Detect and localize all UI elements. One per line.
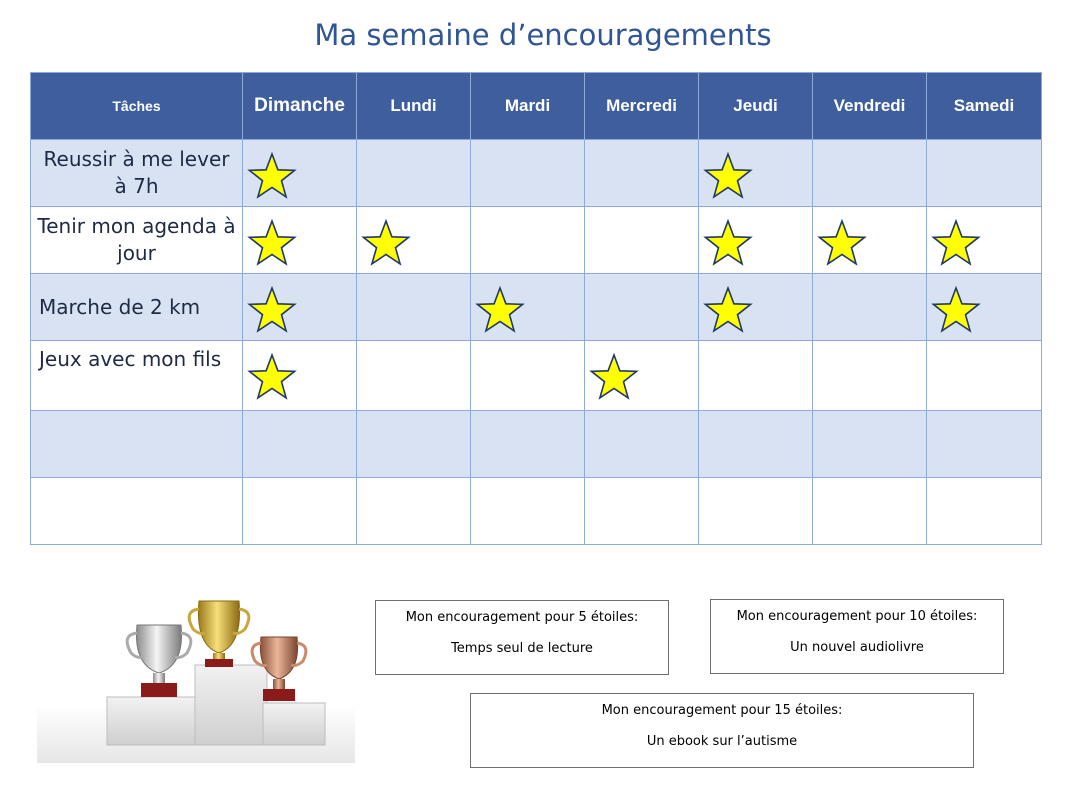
day-cell-samedi — [927, 274, 1042, 341]
table-row — [31, 207, 1042, 274]
day-cell-mardi — [471, 411, 585, 478]
star-icon — [247, 352, 297, 402]
star-icon — [703, 151, 753, 201]
reward-heading: Mon encouragement pour 5 étoiles: — [405, 610, 639, 625]
day-cell-jeudi — [699, 411, 813, 478]
task-cell: Marche de 2 km — [31, 274, 243, 341]
day-cell-mardi — [471, 207, 585, 274]
reward-heading: Mon encouragement pour 15 étoiles: — [601, 703, 843, 718]
task-cell: Jeux avec mon fils — [31, 341, 243, 411]
day-cell-vendredi — [813, 207, 927, 274]
day-cell-lundi — [357, 478, 471, 545]
day-cell-dimanche — [243, 341, 357, 411]
trophy-podium-illustration — [37, 585, 355, 763]
table-row — [31, 478, 1042, 545]
star-icon — [361, 218, 411, 268]
header-lundi: Lundi — [357, 73, 471, 140]
star-icon — [247, 218, 297, 268]
day-cell-samedi — [927, 207, 1042, 274]
day-cell-dimanche — [243, 140, 357, 207]
reward-box-15-stars — [470, 693, 974, 768]
task-cell: Reussir à me lever à 7h — [31, 140, 243, 207]
header-taches: Tâches — [31, 73, 243, 140]
day-cell-mercredi — [585, 274, 699, 341]
task-cell — [31, 478, 243, 545]
day-cell-samedi — [927, 478, 1042, 545]
day-cell-mardi — [471, 341, 585, 411]
reward-heading: Mon encouragement pour 10 étoiles: — [736, 609, 978, 624]
header-vendredi: Vendredi — [813, 73, 927, 140]
day-cell-jeudi — [699, 478, 813, 545]
reward-box-10-stars — [710, 599, 1004, 674]
day-cell-lundi — [357, 274, 471, 341]
header-dimanche: Dimanche — [243, 73, 357, 140]
reward-text: Un nouvel audiolivre — [790, 640, 924, 655]
day-cell-dimanche — [243, 411, 357, 478]
day-cell-jeudi — [699, 274, 813, 341]
header-mercredi: Mercredi — [585, 73, 699, 140]
day-cell-vendredi — [813, 411, 927, 478]
day-cell-dimanche — [243, 207, 357, 274]
header-mardi: Mardi — [471, 73, 585, 140]
reward-box-5-stars — [375, 600, 669, 675]
day-cell-samedi — [927, 411, 1042, 478]
star-icon — [931, 285, 981, 335]
star-icon — [931, 218, 981, 268]
star-icon — [475, 285, 525, 335]
task-cell — [31, 411, 243, 478]
day-cell-mardi — [471, 478, 585, 545]
day-cell-vendredi — [813, 341, 927, 411]
day-cell-mardi — [471, 140, 585, 207]
day-cell-lundi — [357, 411, 471, 478]
reward-text: Un ebook sur l’autisme — [646, 734, 798, 749]
star-icon — [247, 151, 297, 201]
day-cell-vendredi — [813, 140, 927, 207]
star-icon — [703, 218, 753, 268]
day-cell-mardi — [471, 274, 585, 341]
day-cell-lundi — [357, 207, 471, 274]
task-cell: Tenir mon agenda à jour — [31, 207, 243, 274]
encouragement-table — [30, 72, 1042, 545]
day-cell-lundi — [357, 140, 471, 207]
page-title: Ma semaine d’encouragements — [314, 18, 772, 52]
day-cell-jeudi — [699, 207, 813, 274]
day-cell-mercredi — [585, 478, 699, 545]
table-row — [31, 341, 1042, 411]
day-cell-vendredi — [813, 274, 927, 341]
day-cell-mercredi — [585, 140, 699, 207]
table-header-row — [31, 73, 1042, 140]
day-cell-mercredi — [585, 411, 699, 478]
day-cell-mercredi — [585, 207, 699, 274]
star-icon — [589, 352, 639, 402]
day-cell-jeudi — [699, 341, 813, 411]
star-icon — [817, 218, 867, 268]
day-cell-samedi — [927, 140, 1042, 207]
day-cell-lundi — [357, 341, 471, 411]
table-row — [31, 140, 1042, 207]
day-cell-samedi — [927, 341, 1042, 411]
star-icon — [703, 285, 753, 335]
day-cell-dimanche — [243, 478, 357, 545]
day-cell-mercredi — [585, 341, 699, 411]
star-icon — [247, 285, 297, 335]
day-cell-vendredi — [813, 478, 927, 545]
table-row — [31, 274, 1042, 341]
reward-text: Temps seul de lecture — [451, 641, 593, 656]
day-cell-dimanche — [243, 274, 357, 341]
day-cell-jeudi — [699, 140, 813, 207]
table-row — [31, 411, 1042, 478]
header-samedi: Samedi — [927, 73, 1042, 140]
header-jeudi: Jeudi — [699, 73, 813, 140]
